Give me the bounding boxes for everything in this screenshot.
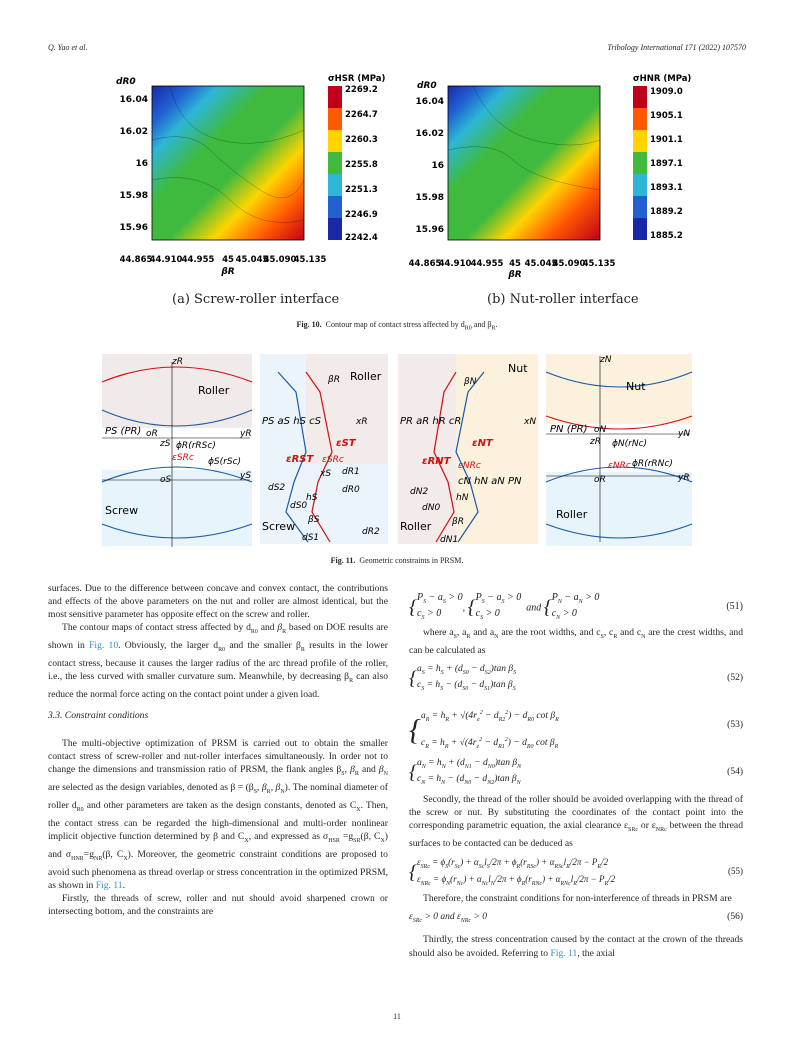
label-zS: zS <box>160 439 171 449</box>
label-eST: εST <box>336 438 356 449</box>
equation-53: {$a_R = h_R + √(4r_e^2 - d_{R2}^2) - d_{R0}$ $\cot \beta_R$ $c_R = h_R + √(4r_e^2 - d_{R1}^2) - d_{R0}$ $\cot \beta_R$ (53) <box>409 710 743 751</box>
running-header-authors: Q. Yao et al. <box>48 43 88 52</box>
label-eSRc: εSRc <box>172 453 194 463</box>
running-header-journal: Tribology International 171 (2022) 107570 <box>607 43 746 52</box>
left-column <box>48 582 388 918</box>
label-eRST: εRST <box>286 454 314 465</box>
contour-map-screw-roller <box>110 70 400 280</box>
y-tick: 15.96 <box>119 223 148 233</box>
y-axis-label: dR0 <box>116 77 136 87</box>
paragraph: Thirdly, the stress concentration caused by the contact at the crown of the threads should also be avoided. Referring to Fig. 11, the axial <box>409 934 743 959</box>
label-oR-2: oR <box>594 475 606 485</box>
label-eSRc-2: εSRc <box>322 455 344 465</box>
label-phiN: ϕN(rNc) <box>612 439 648 449</box>
section-heading: 3.3. Constraint conditions <box>48 710 149 722</box>
colorbar-tick: 2269.2 <box>345 85 378 95</box>
y-tick: 15.96 <box>415 225 444 235</box>
x-axis-label: βR <box>221 267 235 277</box>
x-tick: 45.135 <box>293 255 327 265</box>
colorbar-tick: 1893.1 <box>650 183 683 193</box>
colorbar-tick: 1905.1 <box>650 111 683 121</box>
right-column <box>409 592 743 960</box>
label-betaR-3: βR <box>452 517 464 527</box>
y-tick: 16.04 <box>415 97 444 107</box>
equation-54: {$a_N = h_N + (d_{N1} - d_{N0})\tan$ $\beta_N$ $c_N = h_N - (d_{N0} - d_{N2})\tan$ $\beta_N$ (54) <box>409 758 743 786</box>
equation-55: {$\varepsilon_{SRc} = \phi_S(r_{Sc}) + \alpha_{Sc}l_S/2\pi + \phi_R(r_{RSc}) + \alpha_{RSc}l_R/2\pi - P_R/2$ $\varepsilon_{NRc} = \phi_N(r_{Nc}) + \alpha_{Nc}l_N/2\pi + \phi_R(r_{RNc}) + \alpha_{RNc}l_R/2\pi - P_R/2$ (55) <box>409 857 743 887</box>
x-tick: 45 <box>222 255 234 265</box>
colorbar-tick: 2264.7 <box>345 110 378 120</box>
label-PS-PR: PS (PR) <box>105 426 142 437</box>
x-tick: 45.090 <box>263 255 297 265</box>
x-tick: 45.045 <box>524 259 558 269</box>
label-oN: oN <box>594 425 607 435</box>
y-tick: 16 <box>135 159 148 169</box>
label-oS: oS <box>160 475 172 485</box>
figure-10-caption: Fig. 10. Contour map of contact stress affected by $d_{R0}$ and $\beta_R$. <box>296 320 498 332</box>
label-PS-row: PS aS hS cS <box>262 416 321 427</box>
label-oR: oR <box>146 429 158 439</box>
label-screw-2: Screw <box>262 520 296 533</box>
x-tick: 44.910 <box>438 259 472 269</box>
label-xR: xR <box>356 417 368 427</box>
subcaption-b: (b) Nut-roller interface <box>487 292 639 307</box>
y-axis-label: dR0 <box>417 81 437 91</box>
y-ticks <box>416 97 444 235</box>
label-nut-row: cN hN aN PN <box>458 476 522 487</box>
label-dN1: dN1 <box>440 535 459 545</box>
label-dR1: dR1 <box>342 467 360 477</box>
label-dR0: dR0 <box>342 485 360 495</box>
x-ticks <box>409 259 616 269</box>
colorbar-tick: 2242.4 <box>345 233 378 243</box>
paragraph: Firstly, the threads of screw, roller and nut should avoid sharpened crown or intersecting bottom, and the constraints are <box>48 893 388 918</box>
label-roller: Roller <box>198 384 230 397</box>
fig10-link[interactable]: Fig. 10 <box>89 640 119 652</box>
label-PR-row: PR aR hR cR <box>400 416 462 427</box>
x-tick: 45 <box>509 259 521 269</box>
fig11-link[interactable]: Fig. 11 <box>550 947 578 959</box>
label-roller-4: Roller <box>556 508 588 521</box>
equation-56: $\varepsilon_{SRc} > 0$ and $\varepsilon_{NRc} > 0$ (56) <box>409 912 743 925</box>
y-tick: 15.98 <box>415 193 444 203</box>
label-hN: hN <box>456 493 469 503</box>
colorbar-ticks <box>650 87 683 241</box>
paragraph: The contour maps of contact stress affected by $d_{R0}$ and $\beta_R$ based on DOE results are shown in Fig. 10. Obviously, the larger $d_{R0}$ and the smaller $\beta_R$ results in the lower contact stress, because it causes the larger radius of the arc thread profile of the roller, i.e., the less curved with smaller curvature sum. Meanwhile, by decreasing $\beta_R$ can also reduce the normal force acting on the contact point under a given load. <box>48 622 388 701</box>
label-eNRc: εNRc <box>458 461 481 471</box>
x-tick: 44.955 <box>470 259 504 269</box>
label-screw-left: Screw <box>105 504 139 517</box>
plot-area <box>152 86 304 240</box>
x-axis-label: βR <box>508 270 522 280</box>
colorbar-tick: 1901.1 <box>650 135 683 145</box>
equation-51: {$P_S - a_S > 0$ $c_S > 0$, {$P_S - a_S > 0$ $c_S > 0$ and {$P_N - a_N > 0$ $c_N > 0$ (51) <box>409 592 743 621</box>
label-zR-2: zR <box>590 437 601 447</box>
colorbar-tick: 1897.1 <box>650 159 683 169</box>
label-zN: zN <box>600 355 612 365</box>
paragraph: The multi-objective optimization of PRSM is carried out to obtain the smaller contact stress of screw-roller and nut-roller interfaces simultaneously. In order not to change the dimensions and transmission ratio of PRSM, the flank angles $\beta_S$, $\beta_R$ and $\beta_N$ are selected as the design variables, denoted as $\beta = (\beta_S$, $\beta_R$, $\beta_N$). The nominal diameter of roller $d_{R0}$ and other parameters are taken as the design constants, denoted as $C_X$. Then, the contact stress can be regarded the high-dimensional and multi-order nonlinear implicit objective function determined by β and $C_X$, and expressed as $\sigma_{HSR} =g_{SR}(\beta$, $C_X$) and $\sigma_{HNR}=g_{NR}(\beta$, $C_X$). Moreover, the geometric constraint conditions are proposed to avoid such phenomena as thread overlap or stress concentration in the optimized PRSM, as shown in Fig. 11. <box>48 737 388 891</box>
label-yN: yN <box>678 429 691 439</box>
label-nut: Nut <box>508 362 528 375</box>
x-tick: 44.865 <box>119 255 153 265</box>
x-tick: 44.865 <box>408 259 442 269</box>
paragraph: where $a_S$, $a_R$ and $a_N$ are the root widths, and $c_S$, $c_R$ and $c_N$ are the crest widths, and can be calculated as <box>409 627 744 656</box>
colorbar <box>633 86 647 240</box>
label-dS1: dS1 <box>302 533 320 543</box>
page-number: 11 <box>393 1012 401 1021</box>
geometric-constraints-diagram <box>100 352 694 550</box>
label-yS: yS <box>240 471 252 481</box>
plot-area <box>448 86 600 240</box>
contour-map-nut-roller <box>403 70 693 280</box>
x-ticks <box>120 255 327 265</box>
label-xN: xN <box>524 417 537 427</box>
paragraph: Secondly, the thread of the roller should be avoided overlapping with the thread of the screw or nut. By substituting the coordinates of the contact point into the corresponding parametric equation, the axial clearance $\varepsilon_{SRc}$ or $\varepsilon_{NRc}$ between the thread surfaces to be contacted can be deduced as <box>409 794 743 850</box>
label-dN2: dN2 <box>410 487 429 497</box>
y-tick: 16.02 <box>415 129 444 139</box>
label-betaS: βS <box>308 515 320 525</box>
x-tick: 44.955 <box>181 255 215 265</box>
label-nut-2: Nut <box>626 380 646 393</box>
label-eRNT: εRNT <box>422 456 451 467</box>
colorbar-tick: 1889.2 <box>650 207 683 217</box>
equation-52: {$a_S = h_S + (d_{S0} - d_{S2})\tan$ $\beta_S$ $c_S = h_S - (d_{S0} - d_{S1})\tan$ $\beta_S$ (52) <box>409 664 743 692</box>
figure-11-caption: Fig. 11. Geometric constraints in PRSM. <box>330 556 464 565</box>
fig11-link[interactable]: Fig. 11 <box>95 879 123 891</box>
y-tick: 15.98 <box>119 191 148 201</box>
label-yR: yR <box>240 429 252 439</box>
label-roller-3: Roller <box>400 520 432 533</box>
paragraph: surfaces. Due to the difference between concave and convex contact, the contributions and effects of the above parameters on the nut and roller are almost identical, but the most sensitive parameter has opposite effect on the screw and roller. <box>48 583 388 621</box>
label-dS2: dS2 <box>268 483 286 493</box>
x-tick: 45.090 <box>552 259 586 269</box>
label-betaN: βN <box>464 377 477 387</box>
label-phiR-2: ϕR(rRNc) <box>632 459 673 469</box>
label-phiS: ϕS(rSc) <box>208 457 242 467</box>
label-roller-2: Roller <box>350 370 382 383</box>
paragraph: Therefore, the constraint conditions for non-interference of threads in PRSM are <box>423 893 732 905</box>
subcaption-a: (a) Screw-roller interface <box>172 292 340 307</box>
label-eNT: εNT <box>472 438 493 449</box>
colorbar-tick: 2255.8 <box>345 160 378 170</box>
y-tick: 16.04 <box>119 95 148 105</box>
x-tick: 45.045 <box>235 255 269 265</box>
colorbar-tick: 2251.3 <box>345 185 378 195</box>
label-xS: xS <box>320 469 332 479</box>
colorbar-title: σHSR (MPa) <box>328 74 386 84</box>
colorbar-title: σHNR (MPa) <box>633 74 692 84</box>
label-dS0: dS0 <box>290 501 308 511</box>
x-tick: 45.135 <box>582 259 616 269</box>
label-dR2: dR2 <box>362 527 380 537</box>
colorbar-tick: 2246.9 <box>345 210 378 220</box>
label-hS: hS <box>306 493 318 503</box>
label-PN-PR: PN (PR) <box>550 424 588 435</box>
label-yR-2: yR <box>678 473 690 483</box>
label-zR: zR <box>172 357 183 367</box>
x-tick: 44.910 <box>149 255 183 265</box>
colorbar-tick: 1909.0 <box>650 87 683 97</box>
colorbar-ticks <box>345 85 378 243</box>
colorbar-tick: 2260.3 <box>345 135 378 145</box>
y-ticks <box>120 95 148 233</box>
label-phiR: ϕR(rRSc) <box>176 441 216 451</box>
colorbar-tick: 1885.2 <box>650 231 683 241</box>
label-betaR: βR <box>328 375 340 385</box>
y-tick: 16 <box>431 161 444 171</box>
label-eNRc-2: εNRc <box>608 461 631 471</box>
y-tick: 16.02 <box>119 127 148 137</box>
colorbar <box>328 86 342 240</box>
label-dN0: dN0 <box>422 503 441 513</box>
